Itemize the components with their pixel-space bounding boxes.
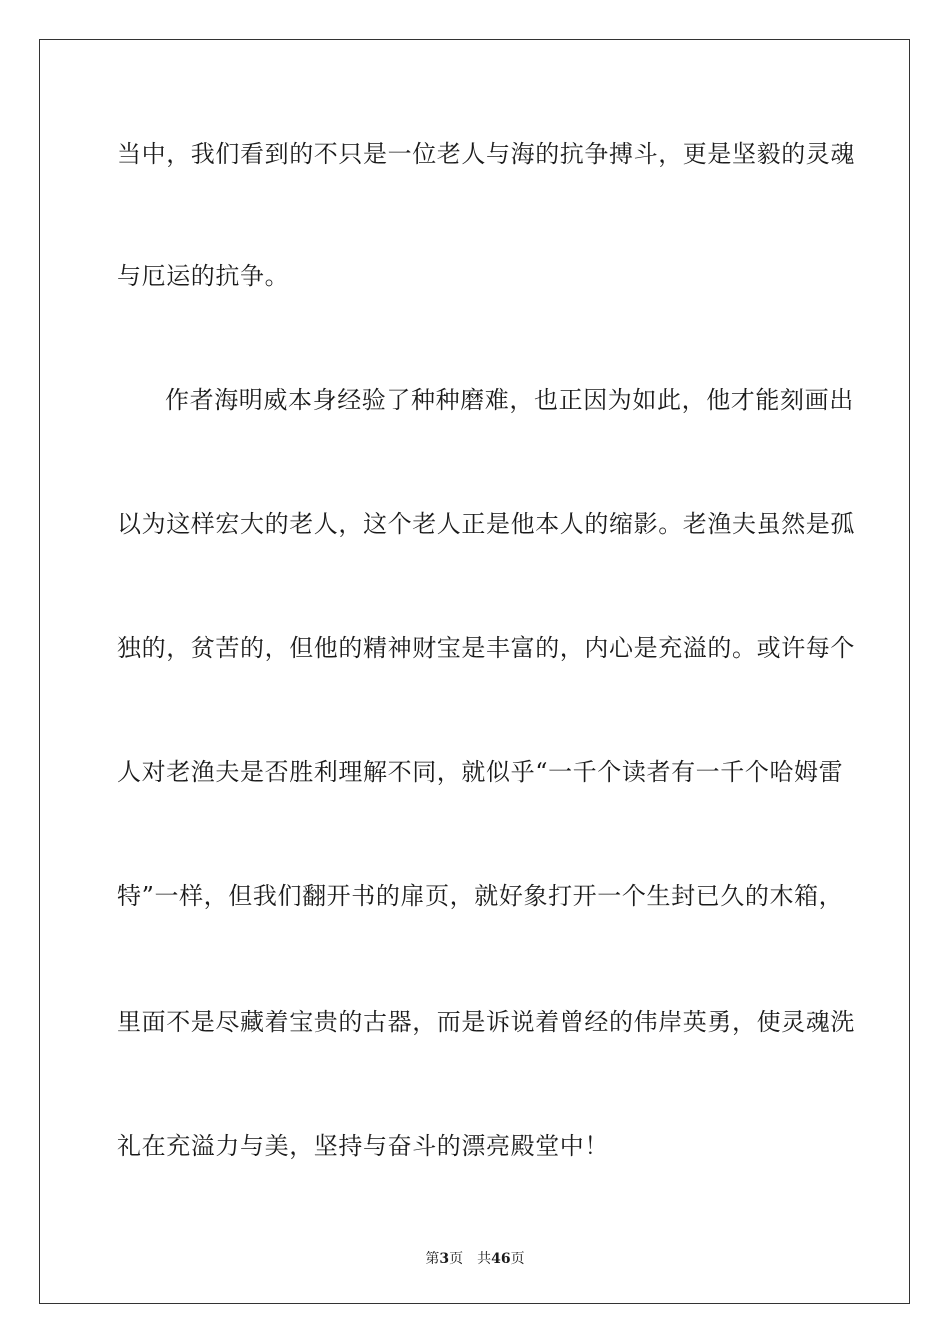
text-line-4: 以为这样宏大的老人，这个老人正是他本人的缩影。老渔夫虽然是孤	[117, 510, 855, 538]
text-line-1: 当中，我们看到的不只是一位老人与海的抗争搏斗，更是坚毅的灵魂	[117, 140, 855, 168]
text-line-9: 礼在充溢力与美，坚持与奋斗的漂亮殿堂中！	[117, 1132, 609, 1160]
text-line-5: 独的，贫苦的，但他的精神财宝是丰富的，内心是充溢的。或许每个	[117, 634, 855, 662]
total-suffix: 页	[510, 1251, 525, 1267]
page-border	[39, 39, 910, 1304]
page-suffix: 页	[449, 1251, 464, 1267]
text-line-7: 特”一样，但我们翻开书的扉页，就好象打开一个生封已久的木箱，	[117, 882, 844, 910]
page-prefix: 第	[425, 1251, 440, 1267]
text-line-8: 里面不是尽藏着宝贵的古器，而是诉说着曾经的伟岸英勇，使灵魂洗	[117, 1008, 855, 1036]
page-footer	[0, 1248, 950, 1268]
text-line-6: 人对老渔夫是否胜利理解不同，就似乎“一千个读者有一千个哈姆雷	[117, 758, 844, 786]
text-line-2: 与厄运的抗争。	[117, 262, 290, 290]
total-pages: 46	[491, 1251, 511, 1267]
total-prefix: 共	[477, 1251, 492, 1267]
text-line-3: 作者海明威本身经验了种种磨难，也正因为如此，他才能刻画出	[165, 386, 854, 414]
page-number: 3	[439, 1251, 450, 1267]
